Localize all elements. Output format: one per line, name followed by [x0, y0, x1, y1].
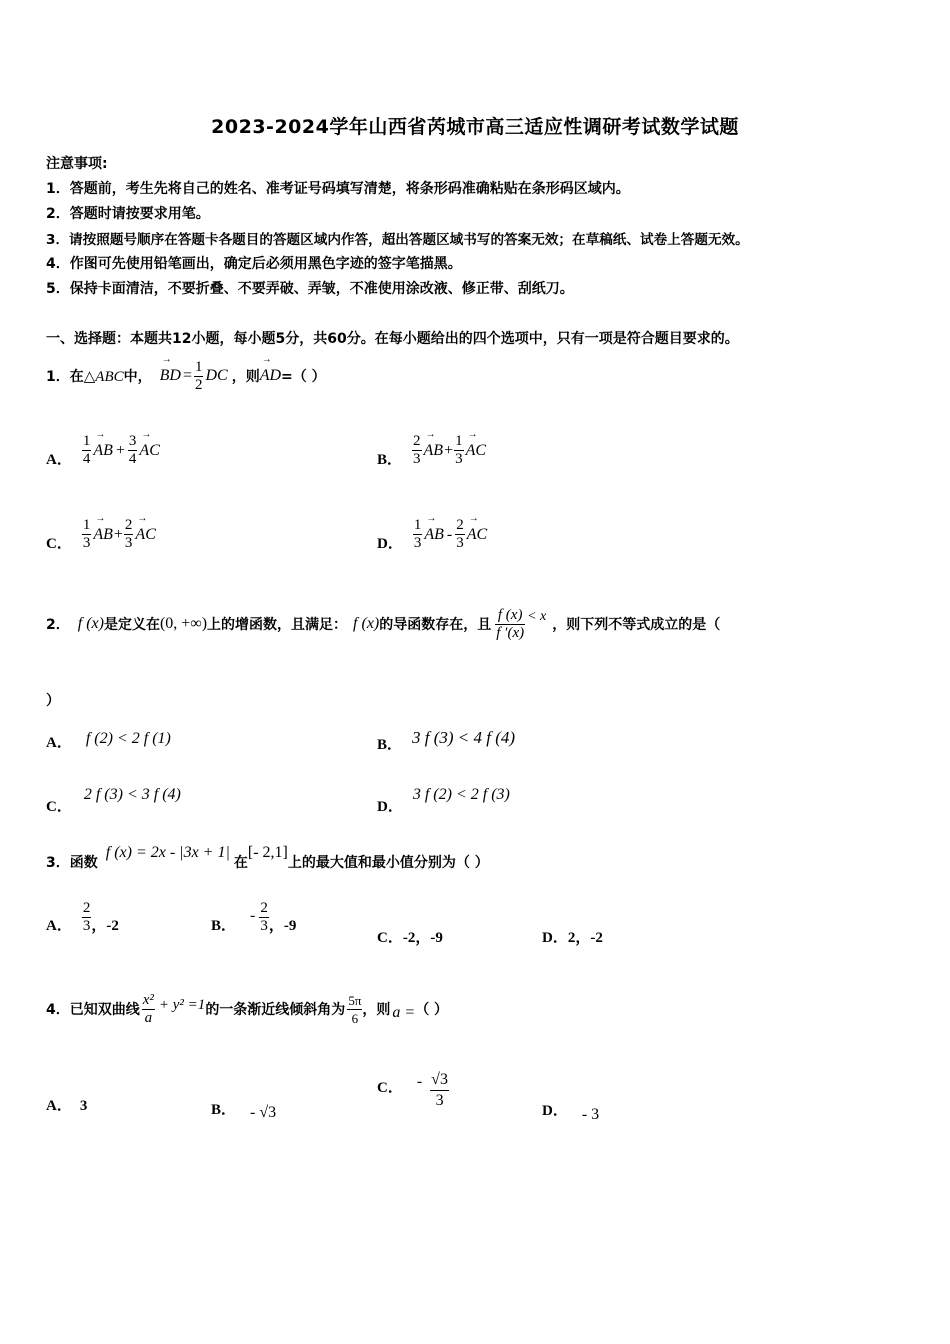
q4-option-d[interactable]: D． - 3 — [542, 1102, 600, 1123]
page-title: 2023-2024学年山西省芮城市高三适应性调研考试数学试题 — [211, 116, 739, 138]
section-heading: 一、选择题：本题共12小题，每小题5分，共60分。在每小题给出的四个选项中，只有一项是符合题目要求的。 — [46, 331, 739, 347]
q1-option-b[interactable]: B． $\frac{2}{3}$ → AB + $\frac{1}{3}$ → AC — [377, 432, 486, 469]
q1-vector-ad: → AD — [260, 367, 281, 385]
notice-heading: 注意事项: — [46, 156, 108, 172]
q1-option-d[interactable]: D． $\frac{1}{3}$ → AB - $\frac{2}{3}$ → AC — [377, 516, 487, 553]
q3-option-b[interactable]: B． - $\frac{2}{3}$ ，-9 — [211, 900, 297, 934]
q1-triangle: △ABC — [83, 368, 124, 385]
q4-angle: $\frac{5\pi}{6}$ — [348, 992, 362, 1026]
q1-option-a[interactable]: A． $\frac{1}{4}$ → AB + $\frac{3}{4}$ → AC — [46, 432, 160, 469]
q4-fraction: $\frac{\text{x²}}{a}$ — [142, 991, 154, 1026]
notice-item: 2．答题时请按要求用笔。 — [46, 206, 210, 222]
q1-ask: =（ ） — [281, 369, 326, 385]
q4-option-b[interactable]: B． - √3 — [211, 1101, 277, 1121]
q1-fraction: $\frac{1}{2}$ — [194, 358, 203, 393]
question-4: 4．已知双曲线 $\frac{\text{x²}}{a}$ + y² =1 的一条渐近线倾斜角为 $\frac{5\pi}{6}$ ，则 a = （ ） — [46, 991, 449, 1026]
q1-text: 中， — [123, 369, 152, 385]
q2-close: ） — [46, 693, 60, 709]
q2-ratio: $\frac{f (x)}{f '(x)}$ — [496, 606, 525, 641]
q2-option-a[interactable]: A． f (2) < 2 f (1) — [46, 730, 171, 751]
question-3: 3．函数 f (x) = 2x - |3x + 1| 在 [- 2,1] 上的最大值和最小值分别为（ ） — [46, 844, 489, 871]
q2-option-d[interactable]: D． 3 f (2) < 2 f (3) — [377, 786, 510, 815]
q1-vector-bd: → BD — [160, 367, 181, 385]
q4-option-c[interactable]: C． - $\frac{√3}{3}$ — [377, 1071, 448, 1109]
q1-equals: = — [182, 367, 192, 384]
question-2: 2． f (x) 是定义在 (0, +∞) 上的增函数，且满足： f (x) 的导函数存在，且 $\frac{f (x)}{f '(x)}$ < x ，则下列不等式成立的是（ — [46, 606, 721, 641]
q1-then: ，则 — [231, 369, 260, 385]
q1-vector-dc: DC — [205, 367, 228, 384]
notice-item: 3．请按照题号顺序在答题卡各题目的答题区域内作答，超出答题区域书写的答案无效；在草稿纸、试卷上答题无效。 — [46, 232, 749, 248]
notice-item: 5．保持卡面清洁，不要折叠、不要弄破、弄皱，不准使用涂改液、修正带、刮纸刀。 — [46, 281, 574, 297]
q2-option-c[interactable]: C． 2 f (3) < 3 f (4) — [46, 786, 181, 815]
q3-option-d[interactable]: D．2，-2 — [542, 930, 603, 946]
q1-label: 1．在 — [46, 369, 84, 385]
q3-option-c[interactable]: C．-2，-9 — [377, 930, 443, 946]
q2-option-b[interactable]: B． 3 f (3) < 4 f (4) — [377, 728, 516, 753]
q3-option-a[interactable]: A． $\frac{2}{3}$ ，-2 — [46, 900, 119, 934]
notice-item: 1．答题前，考生先将自己的姓名、准考证号码填写清楚，将条形码准确粘贴在条形码区域内。 — [46, 181, 630, 197]
q1-option-c[interactable]: C． $\frac{1}{3}$ → AB + $\frac{2}{3}$ → AC — [46, 516, 156, 553]
q4-option-a[interactable]: A． 3 — [46, 1098, 88, 1114]
notice-item: 4．作图可先使用铅笔画出，确定后必须用黑色字迹的签字笔描黑。 — [46, 256, 462, 272]
question-1 — [46, 356, 326, 396]
